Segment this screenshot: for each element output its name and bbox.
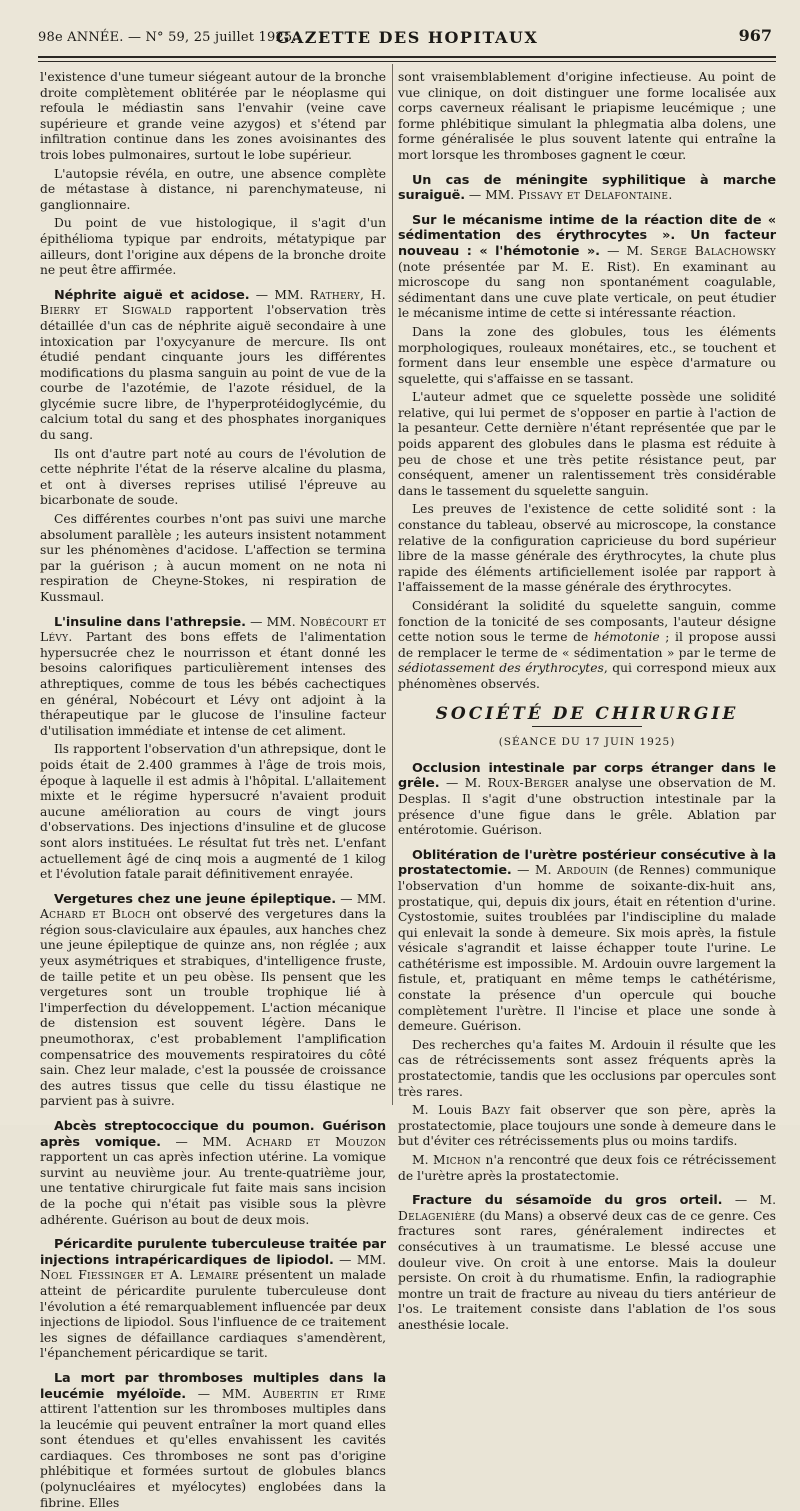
article-authors: Ardouin — [556, 863, 609, 878]
article-title: Un cas de méningite syphilitique à marche suraiguë. — [398, 172, 776, 204]
article-authors: Achard et Mouzon — [246, 1134, 386, 1149]
article-title: Péricardite purulente tuberculeuse traitée par injections intrapéricardiques de lipiodol. — [40, 1237, 386, 1268]
article-insuline: L'insuline dans l'athrepsie. — MM. Nobécourt et Lévy. Partant des bons effets de l'alimentation hypersucrée chez le nourrisson et étant donné les besoins calorifiques particulièrement intenses des athreptiques, comme de tous les bébés cachectiques en général, Nobécourt et Lévy ont adjoint à la thérapeutique par le glucose de l'insuline facteur d'utilisation immédiate et intense de cet aliment. — [40, 614, 386, 738]
article-authors: Aubertin et Rime — [262, 1386, 386, 1401]
article-title: Oblitération de l'urètre postérieur consécutive à la prostatectomie. — [398, 847, 776, 879]
article-title: Occlusion intestinale par corps étranger dans le grêle. — [398, 760, 776, 792]
article-authors: Rathery, H. Bierry et Sigwald — [40, 287, 386, 318]
article-authors: Serge Balachowsky — [650, 243, 776, 258]
article-thromboses: La mort par thromboses multiples dans la leucémie myéloïde. — MM. Aubertin et Rime attirent l'attention sur les thromboses multiples dans la leucémie qui peuvent entraîner la mort quand elles sont étendues et qu'elles envahissent les cavités cardiaques. Ces thromboses ne sont pas d'origine phlébitique et formées surtout de globules blancs (polynucléaires et myélocytes) englobées dans la fibrine. Elles — [40, 1370, 386, 1510]
header-rule — [38, 61, 776, 62]
paragraph: l'existence d'une tumeur siégeant autour de la bronche droite complètement oblitérée par le néoplasme qui refoula le médiastin sans l'envahir (veine cave supérieure et grande veine azygos) et s'étend par infiltration continue dans les zones avoisinantes des trois lobes pulmonaires, surtout le lobe supérieur. — [40, 70, 386, 162]
paragraph: L'auteur admet que ce squelette possède une solidité relative, qui lui permet de s'opposer en partie à l'action de la pesanteur. Cette dernière n'étant représentée que par le poids apparent des globules dans le plasma est réduite à peu de chose et une très petite résistance peut, par conséquent, amener un ralentissement très considérable dans le tassement du squelette sanguin. — [398, 390, 776, 498]
article-obliteration: Oblitération de l'urètre postérieur consécutive à la prostatectomie. — M. Ardouin (de Rennes) communique l'observation d'un homme de soixante-dix-huit ans, prostatique, qui, depuis dix jours, était en rétention d'urine. Cystostomie, suites troublées par l'indiscipline du malade qui enlevait la sonde à demeure. Six mois après, la fistule vésicale s'agrandit et laisse échapper toute l'urine. Le cathétérisme est impossible. M. Ardouin ouvre largement la fistule, et, pratiquant en même temps le cathétérisme, constate la présence d'un opercule qui bouche complètement l'urètre. Il l'incise et place une sonde à demeure. Guérison. — [398, 847, 776, 1034]
paragraph: L'autopsie révéla, en outre, une absence complète de métastase à distance, ni parenchymateuse, ni ganglionnaire. — [40, 166, 386, 212]
paragraph: Ils ont d'autre part noté au cours de l'évolution de cette néphrite l'état de la réserve alcaline du plasma, et ont à diverses reprises utilisé l'épreuve au bicarbonate de soude. — [40, 446, 386, 508]
article-authors: Achard et Bloch — [40, 907, 151, 922]
article-title: Vergetures chez une jeune épileptique. — [54, 891, 336, 907]
left-column — [40, 70, 387, 1510]
page-header — [38, 24, 776, 58]
paragraph: M. Louis Bazy fait observer que son père, après la prostatectomie, place toujours une sonde à demeure dans le but d'éviter ces rétrécissements plus ou moins tardifs. — [398, 1103, 776, 1149]
article-authors: Roux-Berger — [487, 776, 569, 791]
article-sedimentation: Sur le mécanisme intime de la réaction dite de « sédimentation des érythrocytes ». Un facteur nouveau : « l'hémotonie ». — M. Serge Balachowsky (note présentée par M. E. Rist). En examinant au microscope du sang non spontanément coagulable, sédimentant dans une cuve plate verticale, on peut étudier le mécanisme intime de cette si intéressante réaction. — [398, 212, 776, 321]
column-divider — [392, 64, 393, 1105]
right-column — [398, 70, 776, 1332]
article-title: La mort par thromboses multiples dans la leucémie myéloïde. — [40, 1370, 386, 1402]
article-pericardite: Péricardite purulente tuberculeuse traitée par injections intrapéricardiques de lipiodol. — MM. Noel Fiessinger et A. Lemaire présentent un malade atteint de péricardite purulente tuberculeuse dont l'évolution a été remarquablement influencée par deux injections de lipiodol. Sous l'influence de ce traitement les signes de défaillance cardiaques s'amendèrent, l'épanchement péricardique se tarit. — [40, 1237, 386, 1361]
article-abces: Abcès streptococcique du poumon. Guérison après vomique. — MM. Achard et Mouzon rapportent un cas après infection utérine. La vomique survint au neuvième jour. Au trente-quatrième jour, une tentative chirurgicale fut faite mais sans incision de la poche qui n'était pas visible sous la plèvre adhérente. Guérison au bout de deux mois. — [40, 1119, 386, 1227]
article-title: Fracture du sésamoïde du gros orteil. — [412, 1193, 723, 1209]
paragraph: Ces différentes courbes n'ont pas suivi une marche absolument parallèle ; les auteurs insistent notamment sur les phénomènes d'acidose. L'affection se termina par la guérison ; à aucun moment on ne nota ni respiration de Cheyne-Stokes, ni respiration de Kussmaul. — [40, 512, 386, 604]
page-number: 967 — [738, 26, 772, 45]
paragraph: Dans la zone des globules, tous les éléments morphologiques, rouleaux monétaires, etc., se touchent et forment dans leur ensemble une espèce d'armature ou squelette, qui s'affaisse en se tassant. — [398, 324, 776, 386]
article-title: Néphrite aiguë et acidose. — [54, 287, 250, 303]
article-title: Abcès streptococcique du poumon. Guérison après vomique. — [40, 1119, 386, 1150]
paragraph: Considérant la solidité du squelette sanguin, comme fonction de la tonicité de ses composants, l'auteur désigne cette notion sous le terme de hémotonie ; il propose aussi de remplacer le terme de « sédimentation » par le terme de sédiotassement des érythrocytes, qui correspond mieux aux phénomènes observés. — [398, 599, 776, 691]
article-authors: Pissavy et Delafontaine — [518, 188, 669, 203]
paragraph: Les preuves de l'existence de cette solidité sont : la constance du tableau, observé au microscope, la constance relative de la configuration capricieuse du bord supérieur libre de la masse générale des érythrocytes, la chute plus rapide des éléments artificiellement isolée par rapport à l'affaissement de la masse générale des érythrocytes. — [398, 502, 776, 595]
journal-title: GAZETTE DES HOPITAUX — [275, 28, 539, 47]
issue-line: 98e ANNÉE. — N° 59, 25 juillet 1925. — [38, 30, 297, 45]
article-vergetures: Vergetures chez une jeune épileptique. — MM. Achard et Bloch ont observé des vergetures dans la région sous-claviculaire aux épaules, aux hanches chez une jeune épileptique de quinze ans, non réglée ; aux yeux asymétriques et strabiques, d'intelligence fruste, de taille petite et un peu obèse. Ils pensent que les vergetures sont un trouble trophique lié à l'imperfection du développement. L'action mécanique de distension est souvent légère. Dans le pneumothorax, c'est probablement l'amplification compensatrice des mouvements respiratoires du côté sain. Chez leur malade, c'est la poussée de croissance des autres tissus que celle du tissu élastique ne parvient pas à suivre. — [40, 891, 387, 1109]
paragraph: Ils rapportent l'observation d'un athrepsique, dont le poids était de 2.400 grammes à l'âge de trois mois, époque à laquelle il est admis à l'hôpital. L'allaitement mixte et le régime hypersucré n'avaient produit aucune amélioration au cours de vingt jours d'observations. Des injections d'insuline et de glucose sont alors instituées. Le résultat fut très net. L'enfant actuellement âgé de cinq mois a augmenté de 1 kilog et l'évolution fatale parait définitivement enrayée. — [40, 742, 386, 882]
paragraph: sont vraisemblablement d'origine infectieuse. Au point de vue clinique, on doit distinguer une forme localisée aux corps caverneux réalisant le priapisme leucémique ; une forme phlébitique simulant la phlegmatia alba dolens, une forme généralisée le plus souvent latente qui entraîne la mort lorsque les thromboses gagnent le cœur. — [398, 70, 776, 162]
article-authors: Delagenière — [398, 1208, 476, 1223]
paragraph: Des recherches qu'a faites M. Ardouin il résulte que les cas de rétrécissements sont assez fréquents après la prostatectomie, tandis que les occlusions par opercules sont très rares. — [398, 1037, 776, 1099]
article-title: L'insuline dans l'athrepsie. — [54, 614, 246, 630]
session-date: (SÉANCE DU 17 JUIN 1925) — [498, 736, 676, 749]
article-authors: Noel Fiessinger et A. Lemaire — [40, 1268, 240, 1283]
article-title: Sur le mécanisme intime de la réaction dite de « sédimentation des érythrocytes ». Un facteur nouveau : « l'hémotonie ». — [398, 212, 776, 259]
paragraph: M. Michon n'a rencontré que deux fois ce rétrécissement de l'urètre après la prostatectomie. — [398, 1153, 776, 1183]
section-heading: SOCIÉTÉ DE CHIRURGIE — [435, 703, 739, 724]
article-authors: Nobécourt et Lévy — [40, 614, 386, 645]
article-occlusion: Occlusion intestinale par corps étranger dans le grêle. — M. Roux-Berger analyse une observation de M. Desplas. Il s'agit d'une obstruction intestinale par la présence d'une figue dans le grêle. Ablation par entérotomie. Guérison. — [398, 760, 776, 838]
paragraph: Du point de vue histologique, il s'agit d'un épithélioma typique par endroits, métatypique par ailleurs, dont l'origine aux dépens de la bronche droite ne peut être affirmée. — [40, 216, 386, 278]
article-fracture: Fracture du sésamoïde du gros orteil. — M. Delagenière (du Mans) a observé deux cas de ce genre. Ces fractures sont rares, généralement indirectes et consécutives à un traumatisme. Le blessé accuse une douleur vive. On croit à une entorse. Mais la douleur persiste. On croit à du rhumatisme. Enfin, la radiographie montre un trait de fracture au niveau du tiers antérieur de l'os. Le traitement consiste dans l'ablation de l'os sous anesthésie locale. — [398, 1193, 776, 1332]
article-meningite: Un cas de méningite syphilitique à marche suraiguë. — MM. Pissavy et Delafontaine. — [398, 172, 776, 204]
section-rule — [532, 726, 642, 727]
article-nephrite: Néphrite aiguë et acidose. — MM. Rathery, H. Bierry et Sigwald rapportent l'observation très détaillée d'un cas de néphrite aiguë secondaire à une intoxication par l'oxycyanure de mercure. Ils ont étudié pendant cinquante jours les différentes modifications du plasma sanguin au point de vue de la courbe de l'azotémie, de l'azote résiduel, de la glycémie sucre libre, de l'hyperprotéidoglycémie, du calcium total du sang et des phosphates inorganiques du sang. — [40, 287, 386, 443]
